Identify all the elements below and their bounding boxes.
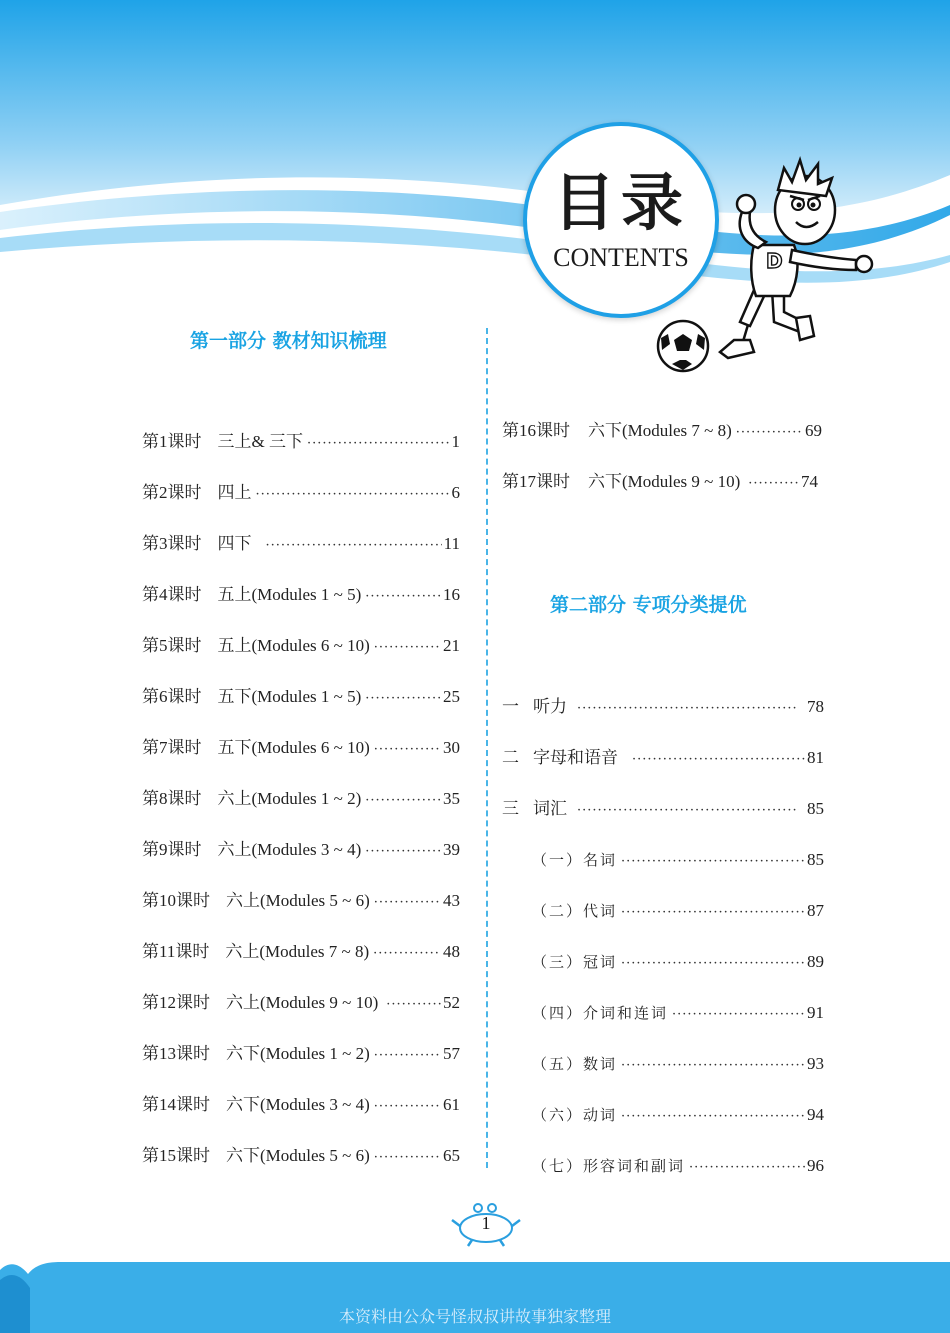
toc-item[interactable]: 第6课时 五下(Modules 1 ~ 5) ····· 25: [142, 684, 460, 710]
leader-dots: [373, 941, 441, 967]
toc-item[interactable]: 第15课时 六下(Modules 5 ~ 6) ····· 65: [142, 1143, 460, 1169]
leader-dots: [374, 635, 441, 661]
toc-item[interactable]: 第3课时 四下 ····· 11: [142, 531, 460, 557]
leader-dots: [365, 686, 441, 712]
leader-dots: [621, 951, 805, 977]
leader-dots: [256, 482, 450, 508]
toc-item[interactable]: 第11课时 六上(Modules 7 ~ 8) ····· 48: [142, 939, 460, 965]
page-title: 目录: [552, 166, 689, 239]
toc-item[interactable]: 第10课时 六上(Modules 5 ~ 6) ····· 43: [142, 888, 460, 914]
leader-dots: [577, 798, 799, 824]
toc-subitem[interactable]: （二） 代词 ····· 87: [532, 898, 824, 924]
toc-item[interactable]: 第13课时 六下(Modules 1 ~ 2) ····· 57: [142, 1041, 460, 1067]
leader-dots: [365, 839, 441, 865]
toc-item[interactable]: 第17课时 六下(Modules 9 ~ 10) ····· 74: [502, 469, 818, 495]
part1-heading: 第一部分 教材知识梳理: [190, 330, 387, 352]
toc-item[interactable]: 第9课时 六上(Modules 3 ~ 4) ····· 39: [142, 837, 460, 863]
toc-item[interactable]: 第14课时 六下(Modules 3 ~ 4) ····· 61: [142, 1092, 460, 1118]
leader-dots: [689, 1155, 805, 1181]
part2-heading: 第二部分 专项分类提优: [550, 594, 747, 616]
leader-dots: [672, 1002, 805, 1028]
leader-dots: [374, 890, 441, 916]
leader-dots: [266, 533, 442, 559]
toc-item[interactable]: 第8课时 六上(Modules 1 ~ 2) ····· 35: [142, 786, 460, 812]
toc-subitem[interactable]: （三） 冠词 ····· 89: [532, 949, 824, 975]
column-divider: [486, 328, 488, 1168]
leader-dots: [621, 1053, 805, 1079]
toc-subitem[interactable]: （六） 动词 ····· 94: [532, 1102, 824, 1128]
svg-text:D: D: [766, 249, 783, 273]
toc-item[interactable]: 第7课时 五下(Modules 6 ~ 10) ····· 30: [142, 735, 460, 761]
toc-subitem[interactable]: （四） 介词和连词 ····· 91: [532, 1000, 824, 1026]
leader-dots: [374, 1145, 441, 1171]
toc-item[interactable]: 一 听力 ····· 78: [502, 694, 824, 720]
page-number: 1: [481, 1213, 491, 1233]
toc-item[interactable]: 第4课时 五上(Modules 1 ~ 5) ····· 16: [142, 582, 460, 608]
toc-item[interactable]: 第2课时 四上 ····· 6: [142, 480, 460, 506]
toc-item[interactable]: 二 字母和语音 ····· 81: [502, 745, 824, 771]
leader-dots: [736, 420, 803, 446]
leader-dots: [374, 1094, 441, 1120]
toc-item[interactable]: 三 词汇 ····· 85: [502, 796, 824, 822]
cartoon-boy-illustration: [650, 150, 890, 380]
toc-item[interactable]: 第12课时 六上(Modules 9 ~ 10) ····· 52: [142, 990, 460, 1016]
leader-dots: [621, 849, 805, 875]
toc-subitem[interactable]: （五） 数词 ····· 93: [532, 1051, 824, 1077]
page-subtitle: CONTENTS: [553, 243, 689, 272]
toc-subitem[interactable]: （七） 形容词和副词 ····· 96: [532, 1153, 824, 1179]
leader-dots: [374, 737, 441, 763]
football-icon: [658, 321, 708, 371]
toc-item[interactable]: 第1课时 三上& 三下 ····· 1: [142, 429, 460, 455]
leader-dots: [365, 788, 441, 814]
leader-dots: [386, 992, 441, 1018]
leader-dots: [577, 696, 799, 722]
leader-dots: [374, 1043, 441, 1069]
leader-dots: [748, 471, 799, 497]
leader-dots: [307, 431, 450, 457]
toc-item[interactable]: 第16课时 六下(Modules 7 ~ 8) ····· 69: [502, 418, 822, 444]
toc-subitem[interactable]: （一） 名词 ····· 85: [532, 847, 824, 873]
leader-dots: [621, 900, 805, 926]
footer-note: 本资料由公众号怪叔叔讲故事独家整理: [338, 1307, 611, 1326]
leader-dots: [632, 747, 805, 773]
leader-dots: [365, 584, 441, 610]
toc-item[interactable]: 第5课时 五上(Modules 6 ~ 10) ····· 21: [142, 633, 460, 659]
leader-dots: [621, 1104, 805, 1130]
